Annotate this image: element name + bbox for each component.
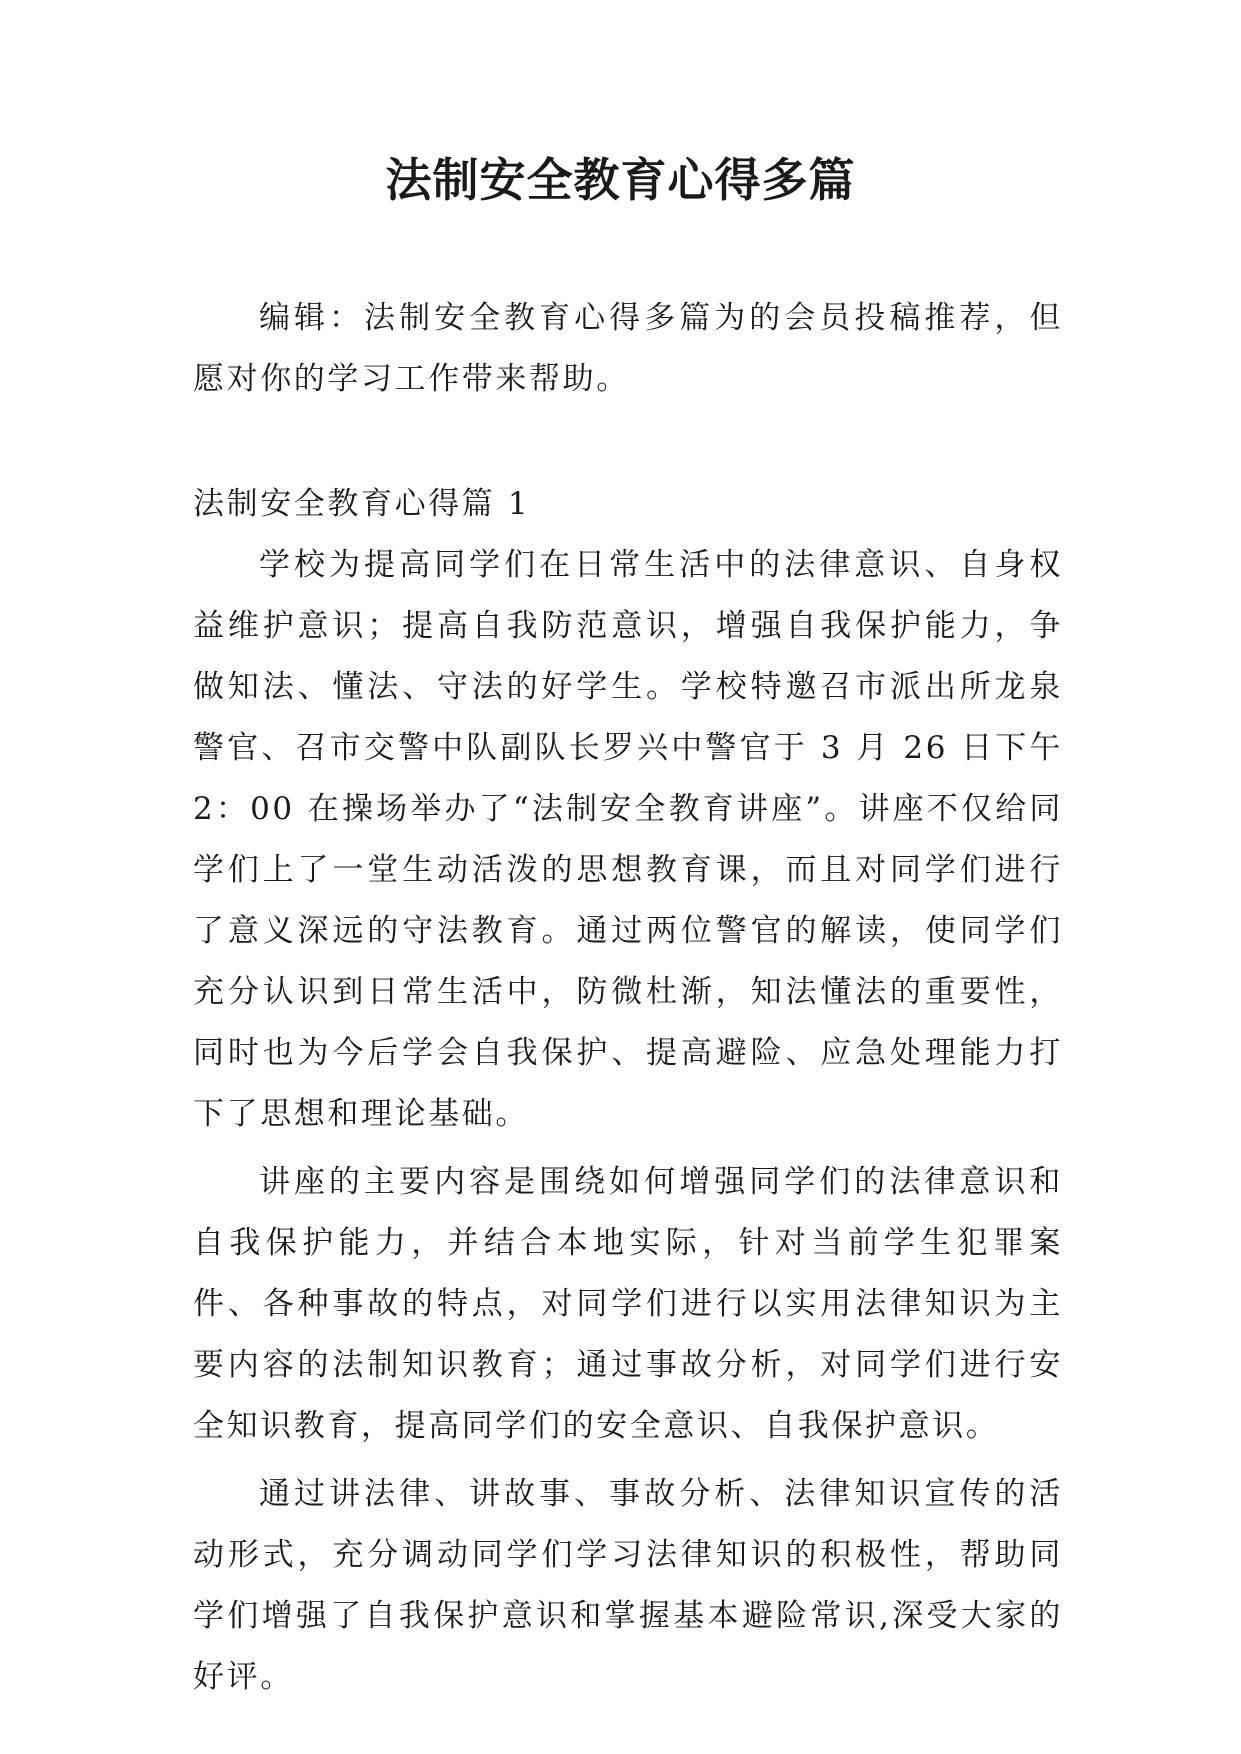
- document-body: [193, 288, 1063, 1708]
- body-paragraph-3: 通过讲法律、讲故事、事故分析、法律知识宣传的活动形式，充分调动同学们学习法律知识的积极性，帮助同学们增强了自我保护意识和掌握基本避险常识,深受大家的好评。: [193, 1476, 1063, 1695]
- spacer: [193, 1457, 1063, 1464]
- spacer: [193, 1145, 1063, 1152]
- section-heading: 法制安全教育心得篇 1: [193, 486, 531, 522]
- document-title: 法制安全教育心得多篇: [385, 153, 856, 207]
- body-paragraph-2: 讲座的主要内容是围绕如何增强同学们的法律意识和自我保护能力，并结合本地实际，针对当前学生犯罪案件、各种事故的特点，对同学们进行以实用法律知识为主要内容的法制知识教育；通过事故分析，对同学们进行安全知识教育，提高同学们的安全意识、自我保护意识。: [193, 1164, 1063, 1444]
- body-paragraph-1: 学校为提高同学们在日常生活中的法律意识、自身权益维护意识；提高自我防范意识，增强自我保护能力，争做知法、懂法、守法的好学生。学校特邀召市派出所龙泉警官、召市交警中队副队长罗兴中警官于 3 月 26 日下午 2：00 在操场举办了“法制安全教育讲座”。讲座不仅给同学们上了一堂生动活泼的思想教育课，而且对同学们进行了意义深远的守法教育。通过两位警官的解读，使同学们充分认识到日常生活中，防微杜渐，知法懂法的重要性，同时也为今后学会自我保护、提高避险、应急处理能力打下了思想和理论基础。: [193, 547, 1063, 1132]
- intro-paragraph: 编辑：法制安全教育心得多篇为的会员投稿推荐，但愿对你的学习工作带来帮助。: [193, 300, 1063, 397]
- spacer: [193, 410, 1063, 474]
